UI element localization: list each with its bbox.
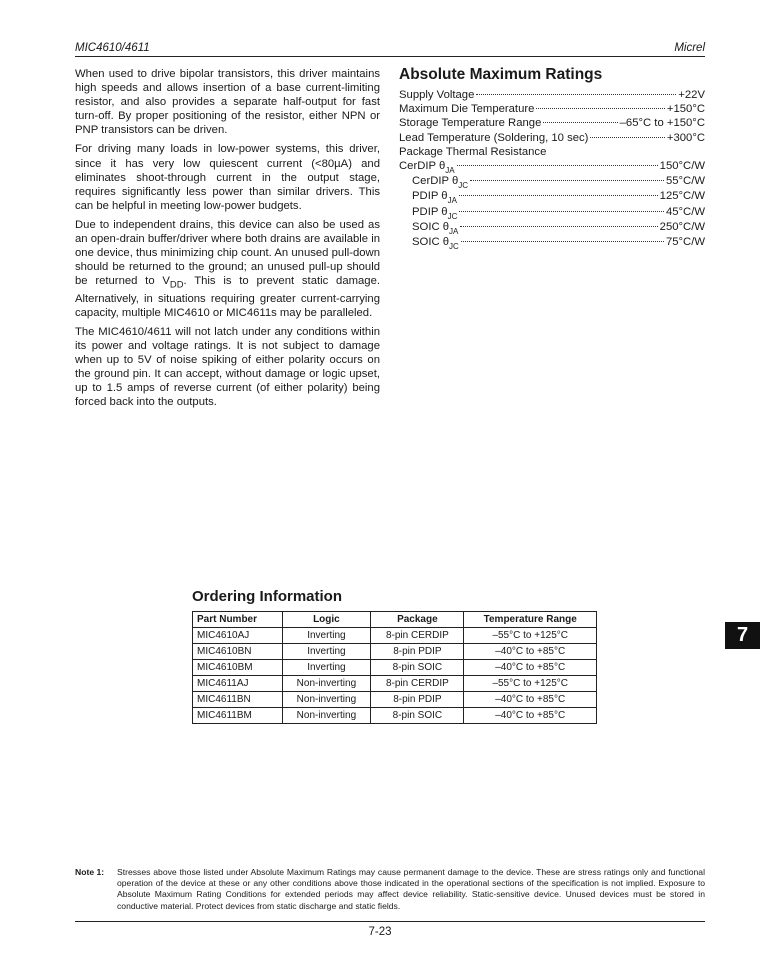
table-header-row: [193, 612, 597, 628]
cell-part: MIC4610BN: [193, 644, 283, 660]
footnote-text: Stresses above those listed under Absolute Maximum Ratings may cause permanent damage to the device. These are stress ratings only and functional operation of the device at these or any other conditions above those indicated in the operational sections of the specification is not implied. Exposure to Absolute Maximum Rating Conditions for extended periods may affect device reliability. Static-sensitive device. Unused devices must be stored in conductive material. Protect devices from static discharge and static fields.: [117, 867, 705, 911]
cell-part: MIC4611BN: [193, 692, 283, 708]
thermal-label: CerDIP θ: [412, 175, 459, 188]
rating-value: –65°C to +150°C: [619, 117, 705, 130]
thermal-sub: JA: [447, 196, 457, 206]
thermal-label: CerDIP θ: [399, 160, 446, 173]
thermal-soic-ja: [399, 220, 705, 235]
footer-divider: [75, 921, 705, 922]
absolute-max-ratings: [399, 66, 705, 250]
page-number: 7-23: [368, 926, 392, 938]
rating-label: Storage Temperature Range: [399, 117, 542, 130]
footnote-label: Note 1:: [75, 867, 105, 877]
cell-logic: Inverting: [282, 644, 371, 660]
paragraph-latchup: The MIC4610/4611 will not latch under any conditions within its power and voltage ratings. It is not subject to damage when up to 5V of noise spiking of either polarity occurs on the ground pin. It can accept, without damage or logic upset, up to 1.5 amps of reverse current (of either polarity) being forced back into the outputs.: [75, 325, 380, 409]
cell-part: MIC4610AJ: [193, 628, 283, 644]
thermal-cerdip-ja: [399, 159, 705, 174]
footnote: [75, 867, 705, 912]
rating-label: Lead Temperature (Soldering, 10 sec): [399, 131, 589, 144]
rating-die-temp: [399, 102, 705, 116]
col-temp-range: Temperature Range: [464, 612, 597, 628]
thermal-label: SOIC θ: [412, 236, 450, 249]
table-row: [193, 660, 597, 676]
cell-temp: –55°C to +125°C: [464, 676, 597, 692]
thermal-value: 125°C/W: [659, 190, 705, 203]
cell-temp: –40°C to +85°C: [464, 660, 597, 676]
ordering-information: [192, 588, 597, 724]
thermal-label: PDIP θ: [412, 190, 448, 203]
thermal-sub: JA: [449, 226, 459, 236]
col-logic: Logic: [282, 612, 371, 628]
cell-logic: Non-inverting: [282, 676, 371, 692]
header-company: Micrel: [674, 42, 705, 54]
paragraph-low-power: For driving many loads in low-power systems, this driver, since it has very low quiescent current (<80µA) and eliminates shoot-through current in the output stage, requires significantly less power than similar drivers. This can be helpful in meeting low-power budgets.: [75, 143, 380, 212]
col-package: Package: [371, 612, 464, 628]
cell-temp: –40°C to +85°C: [464, 708, 597, 724]
cell-temp: –55°C to +125°C: [464, 628, 597, 644]
paragraph-open-drain-tail: . This is to prevent static damage. Alternatively, in situations requiring greater current-carrying capacity, multiple MIC4610 or MIC4611s may be paralleled.: [75, 275, 381, 319]
rating-lead-temp: [399, 131, 705, 145]
page-header: [75, 38, 705, 57]
thermal-value: 75°C/W: [665, 236, 705, 249]
table-row: [193, 644, 597, 660]
cell-package: 8-pin SOIC: [371, 660, 464, 676]
description-column: [75, 67, 380, 414]
thermal-value: 45°C/W: [665, 205, 705, 218]
cell-logic: Non-inverting: [282, 708, 371, 724]
cell-package: 8-pin SOIC: [371, 708, 464, 724]
rating-label: Supply Voltage: [399, 89, 475, 101]
section-tab: 7: [725, 622, 760, 649]
thermal-pdip-jc: [399, 205, 705, 220]
rating-value: +300°C: [666, 131, 705, 144]
thermal-label: SOIC θ: [412, 220, 450, 233]
table-row: [193, 708, 597, 724]
cell-temp: –40°C to +85°C: [464, 644, 597, 660]
thermal-label: PDIP θ: [412, 205, 448, 218]
cell-part: MIC4611AJ: [193, 676, 283, 692]
ordering-title: Ordering Information: [192, 588, 342, 605]
rating-value: +150°C: [666, 103, 705, 116]
rating-value: +22V: [678, 89, 705, 101]
thermal-value: 55°C/W: [665, 175, 705, 188]
table-row: [193, 628, 597, 644]
rating-supply: [399, 88, 705, 102]
cell-logic: Inverting: [282, 628, 371, 644]
cell-package: 8-pin PDIP: [371, 644, 464, 660]
ordering-table: [192, 611, 597, 724]
rating-label: Maximum Die Temperature: [399, 103, 535, 116]
vdd-subscript: DD: [169, 278, 184, 290]
cell-part: MIC4610BM: [193, 660, 283, 676]
thermal-value: 250°C/W: [659, 220, 705, 233]
cell-logic: Non-inverting: [282, 692, 371, 708]
cell-package: 8-pin CERDIP: [371, 676, 464, 692]
table-row: [193, 676, 597, 692]
thermal-soic-jc: [399, 235, 705, 250]
cell-package: 8-pin PDIP: [371, 692, 464, 708]
thermal-sub: JC: [458, 181, 469, 191]
thermal-pdip-ja: [399, 189, 705, 204]
cell-package: 8-pin CERDIP: [371, 628, 464, 644]
thermal-sub: JA: [445, 166, 455, 176]
thermal-value: 150°C/W: [659, 160, 705, 173]
thermal-sub: JC: [449, 242, 459, 252]
cell-logic: Inverting: [282, 660, 371, 676]
rating-storage-temp: [399, 116, 705, 130]
paragraph-bipolar: When used to drive bipolar transistors, this driver maintains high speeds and allows insertion of a base current-limiting resistor, and also provides a separate half-output for fast turn-off. By proper positioning of the resistor, either NPN or PNP transistors can be driven.: [75, 68, 380, 137]
cell-temp: –40°C to +85°C: [464, 692, 597, 708]
ratings-title: Absolute Maximum Ratings: [399, 66, 603, 83]
header-part-number: MIC4610/4611: [75, 42, 150, 54]
paragraph-open-drain: [75, 218, 380, 320]
thermal-resistance-label: Package Thermal Resistance: [399, 145, 547, 158]
thermal-sub: JC: [447, 211, 458, 221]
table-row: [193, 692, 597, 708]
paragraph-open-drain-text: Due to independent drains, this device can also be used as an open-drain buffer/driver where both drains are available in one device, thus minimizing chip count. An unused pull-down should be returned to the ground; an unused pull-up should be returned to V: [75, 218, 380, 288]
col-part-number: Part Number: [193, 612, 283, 628]
cell-part: MIC4611BM: [193, 708, 283, 724]
